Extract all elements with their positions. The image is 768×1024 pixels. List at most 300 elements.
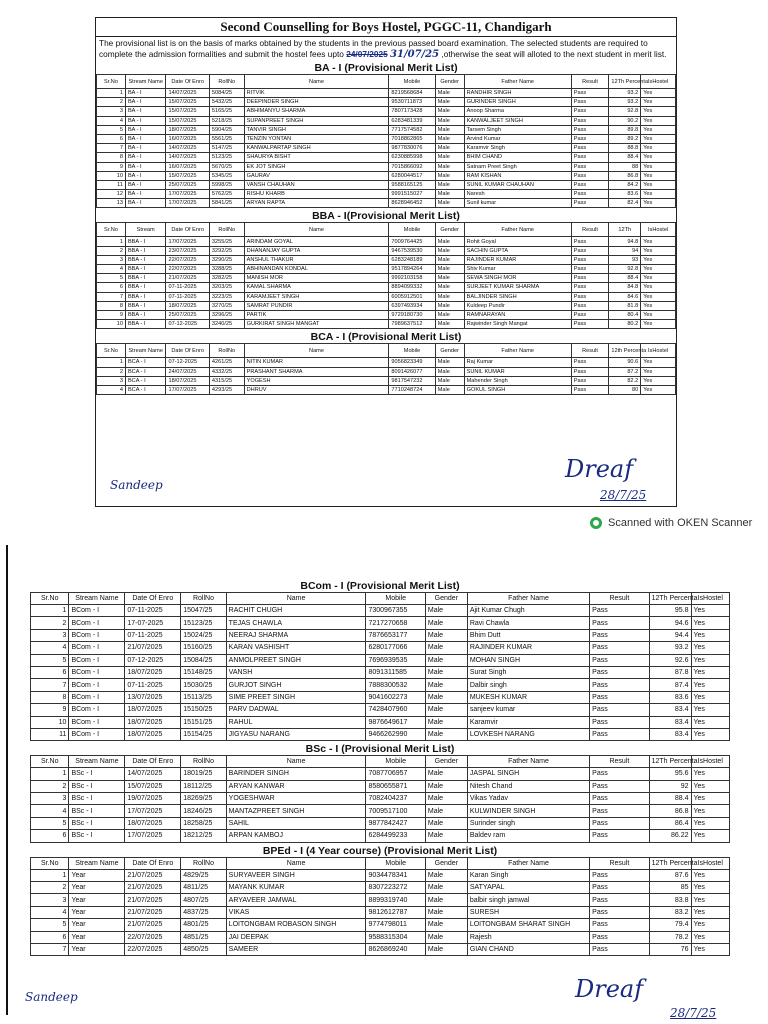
section-title: BCA - I (Provisional Merit List) — [310, 331, 462, 344]
table-cell: SURYAVEER SINGH — [226, 869, 366, 881]
table-cell: 18/07/2025 — [125, 728, 181, 740]
table-cell: BCom - I — [69, 617, 125, 629]
table-cell: 6 — [97, 134, 126, 143]
table-cell: BBA - I — [125, 283, 166, 292]
column-header: Sr.No — [31, 857, 69, 869]
table-cell: 84.6 — [609, 292, 641, 301]
table-cell: 4 — [97, 116, 126, 125]
table-row — [97, 376, 676, 385]
table-cell: Male — [425, 605, 467, 617]
table-cell: 18/07/2025 — [125, 716, 181, 728]
table-row — [97, 162, 676, 171]
table-cell: BCom - I — [69, 654, 125, 666]
table-cell: 92 — [649, 780, 691, 792]
column-header: Stream — [125, 223, 166, 237]
table-cell: BCA - I — [125, 367, 166, 376]
table-cell: BBA - I — [125, 274, 166, 283]
table-cell: Male — [425, 817, 467, 829]
table-cell: BCom - I — [69, 642, 125, 654]
table-cell: 1 — [97, 237, 126, 246]
table-cell: LOITONGBAM SHARAT SINGH — [467, 919, 589, 931]
table-row — [97, 116, 676, 125]
table-row — [97, 310, 676, 319]
intro-tail: ,otherwise the seat will alloted to the next student in merit list. — [441, 48, 667, 59]
column-header: Mobile — [389, 75, 435, 89]
table-cell: Yes — [691, 894, 730, 906]
table-cell: Male — [425, 768, 467, 780]
table-cell: SUNIL KUMAR — [464, 367, 571, 376]
table-cell: Pass — [571, 237, 609, 246]
column-header: Date Of Enro — [166, 344, 209, 358]
table-cell: BA - I — [125, 89, 166, 98]
table-cell: 85 — [649, 882, 691, 894]
table-cell: Male — [435, 274, 464, 283]
table-cell: 6280177066 — [366, 642, 425, 654]
column-header: Result — [590, 857, 649, 869]
table-cell: Male — [435, 292, 464, 301]
table-cell: ARYAN RAPTA — [244, 199, 389, 208]
table-cell: 3 — [31, 629, 69, 641]
table-cell: 81.8 — [609, 301, 641, 310]
table-cell: RAJINDER KUMAR — [467, 642, 589, 654]
table-cell: 87.6 — [649, 869, 691, 881]
table-cell: Yes — [691, 679, 730, 691]
table-cell: 93.2 — [609, 89, 641, 98]
table-cell: BCom - I — [69, 728, 125, 740]
table-cell: 94.4 — [649, 629, 691, 641]
table-cell: Yes — [691, 780, 730, 792]
column-header: Mobile — [366, 857, 425, 869]
table-row — [31, 768, 730, 780]
table-cell: Male — [435, 98, 464, 107]
table-cell: 22/07/2025 — [166, 265, 209, 274]
table-cell: 3 — [97, 107, 126, 116]
table-cell: Male — [435, 190, 464, 199]
table-cell: KARAN VASHISHT — [226, 642, 366, 654]
table-row — [97, 153, 676, 162]
column-header: Gender — [435, 75, 464, 89]
table-cell: ARINDAM GOYAL — [244, 237, 389, 246]
table-cell: 21/07/2025 — [125, 919, 181, 931]
table-cell: 4315/25 — [209, 376, 244, 385]
column-header: Mobile — [366, 593, 425, 605]
table-cell: Pass — [590, 642, 649, 654]
table-cell: Yes — [691, 666, 730, 678]
table-cell: 5165/25 — [209, 107, 244, 116]
table-cell: RAJINDER KUMAR — [464, 255, 571, 264]
section-title: BCom - I (Provisional Merit List) — [300, 580, 460, 592]
table-cell: Year — [69, 906, 125, 918]
table-row — [31, 679, 730, 691]
table-cell: BCA - I — [125, 358, 166, 367]
table-cell: Pass — [590, 768, 649, 780]
table-cell: 9877830076 — [389, 144, 435, 153]
table-cell: 15151/25 — [181, 716, 226, 728]
table-cell: Pass — [571, 180, 609, 189]
table-cell: 7015866092 — [389, 162, 435, 171]
column-header: Result — [590, 593, 649, 605]
table-cell: 16/07/2025 — [166, 134, 209, 143]
table-cell: 83.6 — [609, 190, 641, 199]
table-row — [97, 358, 676, 367]
table-cell: 9876649617 — [366, 716, 425, 728]
table-cell: BHIM CHAND — [464, 153, 571, 162]
table-cell: 89.2 — [609, 134, 641, 143]
table-cell: Yes — [641, 310, 676, 319]
column-header: Sr.No — [31, 593, 69, 605]
table-cell: Male — [435, 144, 464, 153]
table-cell: BBA - I — [125, 265, 166, 274]
table-cell: 9588165125 — [389, 180, 435, 189]
table-cell: DEEPINDER SINGH — [244, 98, 389, 107]
table-row — [31, 894, 730, 906]
column-header: IsHostel — [641, 223, 676, 237]
table-cell: 4829/25 — [181, 869, 226, 881]
table-cell: 80 — [609, 385, 641, 394]
table-cell: Yes — [641, 199, 676, 208]
table-cell: 6284499233 — [366, 830, 425, 842]
table-cell: Yes — [641, 265, 676, 274]
table-cell: 9466262990 — [366, 728, 425, 740]
table-cell: KAMAL SHARMA — [244, 283, 389, 292]
table-cell: 9817547232 — [389, 376, 435, 385]
column-header: Date Of Enro — [125, 756, 181, 768]
table-cell: Yes — [641, 283, 676, 292]
table-cell: 14/07/2025 — [166, 153, 209, 162]
table-cell: 18/07/2025 — [166, 125, 209, 134]
table-cell: Pass — [571, 89, 609, 98]
table-header-row — [31, 857, 730, 869]
intro-text: The provisional list is on the basis of marks obtained by the students in the previous passed board examination. The selected students are required to complete the admission formalities and submit the hostel fees upto — [99, 38, 648, 59]
table-cell: SEWA SINGH MOR — [464, 274, 571, 283]
table-cell: Yes — [641, 246, 676, 255]
column-header: Father Name — [464, 344, 571, 358]
table-cell: balbir singh jamwal — [467, 894, 589, 906]
table-cell: SATYAPAL — [467, 882, 589, 894]
table-cell: 11 — [31, 728, 69, 740]
table-cell: Rohit Goyal — [464, 237, 571, 246]
table-row — [97, 320, 676, 329]
table-cell: 3 — [97, 255, 126, 264]
table-cell: Pass — [571, 320, 609, 329]
table-cell: 8628946452 — [389, 199, 435, 208]
table-cell: Pass — [571, 255, 609, 264]
table-cell: Male — [435, 89, 464, 98]
table-cell: 88.4 — [649, 793, 691, 805]
table-cell: BA - I — [125, 125, 166, 134]
table-cell: 1 — [31, 869, 69, 881]
table-cell: 2 — [31, 780, 69, 792]
column-header: Mobile — [389, 223, 435, 237]
table-cell: Pass — [590, 919, 649, 931]
table-cell: BCom - I — [69, 716, 125, 728]
table-cell: Pass — [590, 666, 649, 678]
column-header: Gender — [435, 344, 464, 358]
table-cell: NEERAJ SHARMA — [226, 629, 366, 641]
table-cell: 6 — [31, 666, 69, 678]
table-cell: 7428407960 — [366, 704, 425, 716]
table-cell: 3255/25 — [209, 237, 244, 246]
table-cell: Pass — [571, 385, 609, 394]
table-cell: Rajwinder Singh Mangat — [464, 320, 571, 329]
table-cell: RITVIK — [244, 89, 389, 98]
table-cell: 07-11-2025 — [125, 679, 181, 691]
table-cell: 4 — [97, 265, 126, 274]
table-cell: BA - I — [125, 98, 166, 107]
table-cell: LOITONGBAM ROBASON SINGH — [226, 919, 366, 931]
table-cell: 83.4 — [649, 716, 691, 728]
table-cell: 86.8 — [649, 805, 691, 817]
table-cell: 18258/25 — [181, 817, 226, 829]
table-cell: RACHIT CHUGH — [226, 605, 366, 617]
table-cell: 07-11-2025 — [166, 292, 209, 301]
column-header: Father Name — [464, 223, 571, 237]
column-header: Date Of Enro — [166, 75, 209, 89]
table-cell: BSc - I — [69, 830, 125, 842]
table-cell: Pass — [571, 367, 609, 376]
table-cell: 6283248189 — [389, 255, 435, 264]
table-cell: Pass — [590, 605, 649, 617]
column-header: Stream Name — [125, 344, 166, 358]
table-cell: Yes — [641, 162, 676, 171]
table-cell: Bhim Dutt — [467, 629, 589, 641]
table-cell: SAHIL — [226, 817, 366, 829]
table-cell: 1 — [31, 768, 69, 780]
table-cell: 90.2 — [609, 116, 641, 125]
table-cell: 16/07/2025 — [166, 162, 209, 171]
table-cell: 4837/25 — [181, 906, 226, 918]
table-cell: BALJINDER SINGH — [464, 292, 571, 301]
table-cell: 7710248724 — [389, 385, 435, 394]
table-cell: Male — [435, 367, 464, 376]
table-cell: BA - I — [125, 116, 166, 125]
table-cell: 94.6 — [649, 617, 691, 629]
table-row — [31, 869, 730, 881]
table-cell: Yes — [641, 255, 676, 264]
table-cell: 8894099332 — [389, 283, 435, 292]
table-cell: Male — [425, 716, 467, 728]
table-cell: Yes — [641, 89, 676, 98]
section-title: BPEd - I (4 Year course) (Provisional Merit List) — [262, 844, 498, 857]
table-cell: 9774798011 — [366, 919, 425, 931]
table-header-row — [31, 593, 730, 605]
table-cell: BA - I — [125, 162, 166, 171]
signature-left-page1: Sandeep — [110, 478, 163, 492]
table-row — [31, 780, 730, 792]
table-cell: 9991515027 — [389, 190, 435, 199]
table-cell: Yes — [641, 274, 676, 283]
table-cell: 14/07/2025 — [166, 89, 209, 98]
table-cell: 21/07/2025 — [125, 642, 181, 654]
table-cell: MAYANK KUMAR — [226, 882, 366, 894]
table-cell: Male — [425, 691, 467, 703]
table-cell: Male — [425, 894, 467, 906]
table-cell: 3203/25 — [209, 283, 244, 292]
table-cell: 17/07/2025 — [166, 199, 209, 208]
table-cell: BCA - I — [125, 376, 166, 385]
table-cell: RISHU KHARB — [244, 190, 389, 199]
column-header: RollNo — [181, 593, 226, 605]
table-cell: 17-07-2025 — [125, 617, 181, 629]
column-header: Gender — [425, 857, 467, 869]
table-cell: Pass — [590, 943, 649, 955]
table-cell: Pass — [571, 358, 609, 367]
table-row — [31, 728, 730, 740]
table-cell: 12 — [97, 190, 126, 199]
table-cell: Yes — [691, 931, 730, 943]
table-cell: Male — [435, 125, 464, 134]
table-cell: Male — [425, 780, 467, 792]
table-cell: YOGESH — [244, 376, 389, 385]
table-cell: Male — [425, 679, 467, 691]
table-cell: Male — [435, 283, 464, 292]
table-cell: Male — [425, 805, 467, 817]
table-cell: Dalbir singh — [467, 679, 589, 691]
column-header: 12Th Percenta — [649, 857, 691, 869]
table-cell: 3240/25 — [209, 320, 244, 329]
table-cell: Year — [69, 882, 125, 894]
table-cell: Male — [435, 246, 464, 255]
table-cell: 9056823349 — [389, 358, 435, 367]
table-cell: Pass — [571, 274, 609, 283]
table-cell: 5218/25 — [209, 116, 244, 125]
table-cell: PARTIK — [244, 310, 389, 319]
table-cell: Shiv Kumar — [464, 265, 571, 274]
table-cell: 7876653177 — [366, 629, 425, 641]
table-row — [97, 265, 676, 274]
column-header: Mobile — [389, 344, 435, 358]
table-cell: 4 — [31, 906, 69, 918]
table-cell: 4801/25 — [181, 919, 226, 931]
page-1-document — [95, 17, 677, 507]
table-cell: 18/07/2025 — [166, 376, 209, 385]
table-cell: Rajesh — [467, 931, 589, 943]
column-header: Father Name — [464, 75, 571, 89]
table-cell: Yes — [641, 190, 676, 199]
table-row — [97, 125, 676, 134]
table-cell: Pass — [571, 376, 609, 385]
table-cell: Male — [435, 385, 464, 394]
table-cell: SACHIN GUPTA — [464, 246, 571, 255]
column-header: Name — [244, 75, 389, 89]
table-cell: 3296/25 — [209, 310, 244, 319]
table-cell: 3 — [31, 894, 69, 906]
table-cell: Yes — [691, 654, 730, 666]
table-cell: 88.8 — [609, 144, 641, 153]
table-cell: Yes — [691, 906, 730, 918]
table-row — [31, 605, 730, 617]
table-cell: DHANANJAY GUPTA — [244, 246, 389, 255]
table-cell: 5084/25 — [209, 89, 244, 98]
table-row — [31, 704, 730, 716]
table-cell: 15150/25 — [181, 704, 226, 716]
table-cell: PARV DADWAL — [226, 704, 366, 716]
table-cell: Yes — [691, 830, 730, 842]
table-cell: KARAMJEET SINGH — [244, 292, 389, 301]
column-header: RollNo — [181, 857, 226, 869]
table-cell: Male — [425, 654, 467, 666]
table-cell: 7 — [97, 144, 126, 153]
table-cell: 17/07/2025 — [166, 237, 209, 246]
table-cell: Yes — [691, 716, 730, 728]
table-cell: 13/07/2025 — [125, 691, 181, 703]
table-cell: Pass — [590, 780, 649, 792]
table-cell: 25/07/2025 — [166, 310, 209, 319]
table-cell: BCom - I — [69, 666, 125, 678]
table-cell: Yes — [641, 292, 676, 301]
table-cell: Vikas Yadav — [467, 793, 589, 805]
column-header: Father Name — [467, 593, 589, 605]
table-cell: 18212/25 — [181, 830, 226, 842]
table-cell: Yes — [691, 793, 730, 805]
table-cell: Baldev ram — [467, 830, 589, 842]
table-cell: 7087706957 — [366, 768, 425, 780]
table-cell: SAMRAT PUNDIR — [244, 301, 389, 310]
table-cell: 9517894264 — [389, 265, 435, 274]
table-cell: Male — [425, 704, 467, 716]
table-row — [97, 134, 676, 143]
table-cell: 07-11-2025 — [166, 283, 209, 292]
table-cell: BA - I — [125, 153, 166, 162]
table-cell: 83.8 — [649, 894, 691, 906]
scanner-logo-icon — [590, 517, 602, 529]
table-cell: 5841/25 — [209, 199, 244, 208]
table-cell: 4851/25 — [181, 931, 226, 943]
table-cell: 7009764425 — [389, 237, 435, 246]
table-cell: Male — [425, 666, 467, 678]
section-title: BBA - I(Provisional Merit List) — [312, 210, 460, 223]
table-cell: 5561/25 — [209, 134, 244, 143]
table-cell: Pass — [571, 310, 609, 319]
table-cell: SUNIL KUMAR CHAUHAN — [464, 180, 571, 189]
column-header: Name — [244, 344, 389, 358]
table-cell: Male — [435, 107, 464, 116]
table-cell: YOGESHWAR — [226, 793, 366, 805]
table-cell: 7807173428 — [389, 107, 435, 116]
table-cell: 18/07/2025 — [166, 301, 209, 310]
table-cell: RAM KISHAN — [464, 171, 571, 180]
table-cell: BARINDER SINGH — [226, 768, 366, 780]
table-cell: 90.6 — [609, 358, 641, 367]
table-cell: 87.8 — [649, 666, 691, 678]
table-cell: Pass — [590, 793, 649, 805]
table-cell: 07-11-2025 — [125, 605, 181, 617]
table-cell: 4261/25 — [209, 358, 244, 367]
table-cell: Male — [425, 642, 467, 654]
table-cell: 5345/25 — [209, 171, 244, 180]
table-cell: Yes — [691, 943, 730, 955]
table-cell: 7082404237 — [366, 793, 425, 805]
table-cell: BCA - I — [125, 385, 166, 394]
table-cell: 18/07/2025 — [125, 704, 181, 716]
table-cell: 15047/25 — [181, 605, 226, 617]
table-cell: 7 — [31, 679, 69, 691]
table-cell: Mahender Singh — [464, 376, 571, 385]
table-cell: 8899319740 — [366, 894, 425, 906]
table-cell: 94 — [609, 246, 641, 255]
table-row — [97, 89, 676, 98]
table-cell: 4 — [31, 642, 69, 654]
table-cell: 17/07/2025 — [125, 830, 181, 842]
table-cell: Yes — [691, 691, 730, 703]
table-cell: Male — [435, 310, 464, 319]
table-cell: 1 — [97, 89, 126, 98]
column-header: Mobile — [366, 756, 425, 768]
table-cell: 15154/25 — [181, 728, 226, 740]
table-cell: 25/07/2025 — [166, 180, 209, 189]
table-cell: 15/07/2025 — [166, 98, 209, 107]
table-cell: 92.6 — [649, 654, 691, 666]
